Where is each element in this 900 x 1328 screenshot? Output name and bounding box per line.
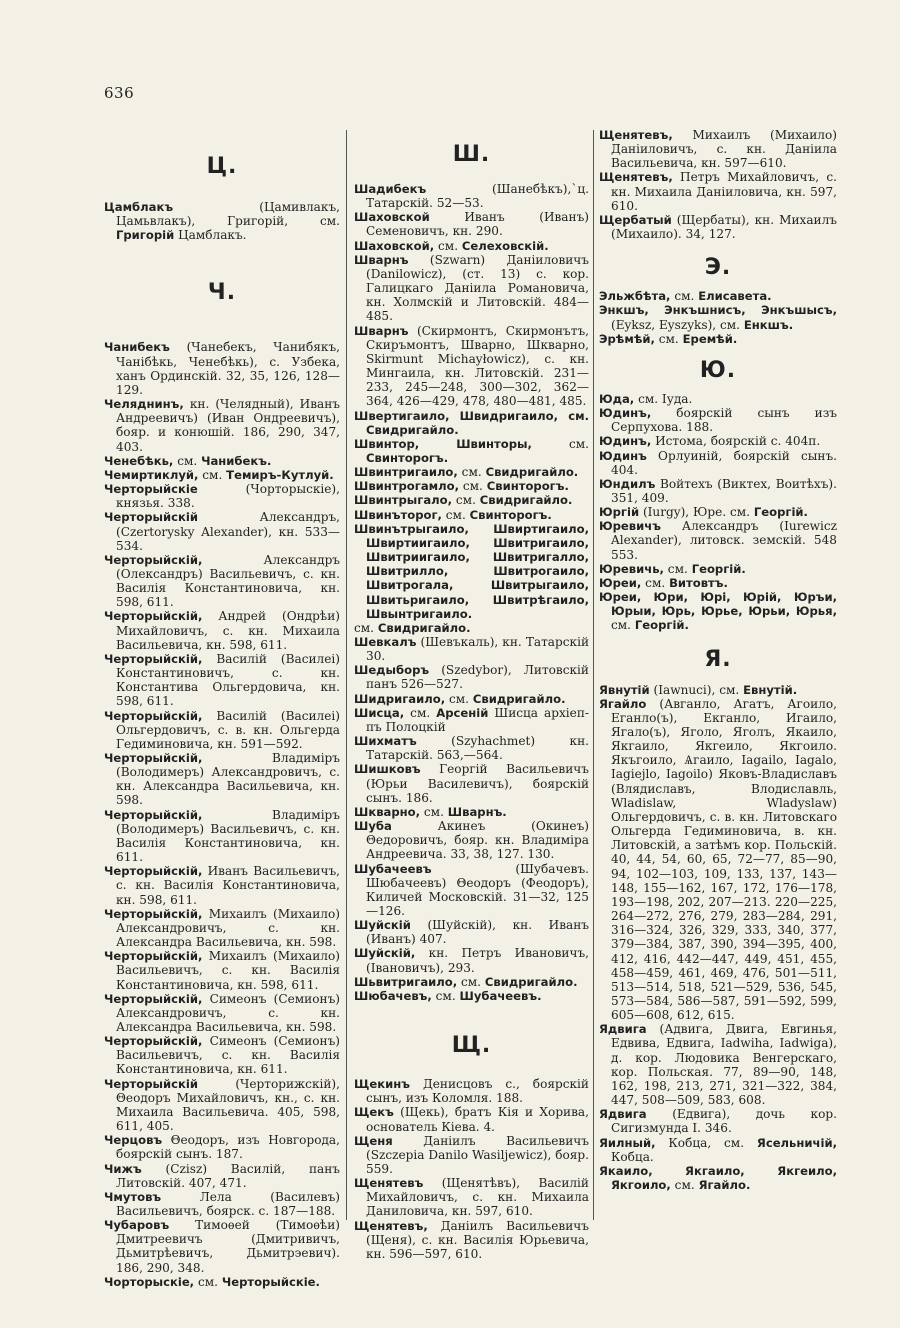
- entry-text: Василій (Василеі) Константиновичъ, с. кн. Константива Ольгердовича, кн. 598, 611.: [116, 651, 340, 709]
- entry-text: см.: [435, 988, 456, 1003]
- entry-text: см.: [202, 467, 223, 482]
- entry-text: см.: [462, 479, 483, 494]
- entry-headword: Чанибекъ: [104, 340, 170, 355]
- index-entry: [599, 449, 837, 477]
- entry-text: кн. (Челядный), Иванъ Андреевичъ) (Иван Ондреевичъ), бояр. и конюшій. 186, 290, 347, 403.: [116, 397, 340, 454]
- entry-headword: Юреи,: [599, 575, 642, 590]
- entry-tail: Кобца.: [611, 1149, 654, 1164]
- entry-headword: Шишковъ: [354, 762, 421, 777]
- entry-text: (Шевъкаль), кн. Татарскій 30.: [366, 635, 589, 664]
- column-rule: [346, 130, 347, 1220]
- entry-text: см.: [667, 561, 688, 576]
- entry-text: (Щенятѣвъ), Василій Михайловичъ, с. кн. Михаила Даниловича, кн. 597, 610.: [366, 1176, 589, 1219]
- entry-text: Симеонъ (Семионъ) Александровичъ, с. кн. Александра Васильевича, кн. 598.: [116, 991, 340, 1034]
- entry-headword: Юда,: [599, 391, 635, 406]
- index-entry: [354, 1077, 589, 1105]
- index-entry: [354, 1134, 589, 1176]
- entry-reference: Чанибекъ.: [201, 453, 272, 468]
- entry-tail: Цамблакъ.: [178, 228, 247, 243]
- index-entry: [599, 1136, 837, 1164]
- entry-text: (Iurgy), Юре. см.: [642, 505, 751, 520]
- entry-headword: Шедыборъ: [354, 663, 430, 678]
- entry-text: см.: [674, 289, 695, 304]
- index-entry: [354, 409, 589, 437]
- entry-headword: Чмутовъ: [104, 1189, 162, 1204]
- entry-text: Владиміръ (Володимеръ) Александровичъ, с. кн. Александра Васильевича, кн. 598.: [116, 751, 340, 808]
- index-entry: [354, 819, 589, 861]
- entry-headword: Швинтор,: [354, 436, 420, 451]
- entry-text: (Скирмонтъ, Скирмонътъ, Скиръмонтъ, Шварно, Шкварно, Skirmunt Michayłowicz), с. кн. Мингаила, кн. Литовскій. 231—233, 245—248, 300—302, 362—364, 426—429, 478, 480—481, 485.: [366, 323, 589, 409]
- entry-reference: Витовтъ.: [669, 575, 728, 590]
- entry-reference: Свидригайло.: [485, 465, 579, 480]
- section-letter: Э.: [704, 255, 732, 281]
- entry-headword: Эрѣмѣй,: [599, 331, 655, 346]
- index-entry: [104, 482, 340, 510]
- entry-tail: см.: [568, 436, 589, 451]
- entry-reference: Георгій.: [691, 561, 746, 576]
- entry-text: см.: [177, 453, 198, 468]
- section-letter: Ч.: [207, 280, 237, 306]
- index-entry: [104, 1133, 340, 1161]
- entry-reference: Якгаило, Якгеило, Якгоило,: [611, 1163, 837, 1192]
- index-entry: [354, 239, 589, 253]
- entry-headword: Швинтригаило,: [354, 465, 458, 480]
- index-entry: [354, 621, 589, 635]
- entry-text: Истома, боярскій с. 404п.: [655, 434, 821, 449]
- entry-text: Кобца, см.: [668, 1135, 745, 1150]
- index-entry: [599, 562, 837, 576]
- index-entry: [104, 1218, 340, 1275]
- index-entry: [599, 519, 837, 561]
- index-entry: [599, 477, 837, 505]
- index-entry: [354, 635, 589, 663]
- entry-headword: Щекинъ: [354, 1077, 410, 1092]
- index-entry: [599, 303, 837, 331]
- index-entry: [104, 1034, 340, 1076]
- entry-text: см.: [461, 465, 482, 480]
- index-entry: [599, 683, 837, 697]
- entry-headword: Яилный,: [599, 1135, 656, 1150]
- index-entry: [354, 465, 589, 479]
- entry-headword: Шварнъ: [354, 323, 409, 338]
- entry-text: (Щекь), братъ Кія и Хорива, основатель Кіева. 4.: [366, 1105, 589, 1134]
- entry-headword: Черторыйскій,: [104, 609, 203, 624]
- column-3: [599, 128, 837, 1192]
- entry-headword: Швинтрогамло,: [354, 479, 459, 494]
- entry-text: Иванъ Васильевичъ, с. кн. Василія Константиновича, кн. 598, 611.: [116, 864, 340, 907]
- entry-text: Денисцовъ с., боярскій сынъ, изъ Коломля. 188.: [366, 1077, 589, 1106]
- entry-headword: Энкшъ,: [599, 303, 649, 318]
- index-entry: [354, 918, 589, 946]
- index-entry: [599, 213, 837, 241]
- section-letter: Ю.: [699, 357, 737, 383]
- entry-headword: Юдинъ: [599, 448, 647, 463]
- entry-text: см.: [460, 974, 482, 989]
- index-entry: [104, 1077, 340, 1134]
- index-entry: [104, 510, 340, 552]
- index-entry: [354, 437, 589, 465]
- entry-headword: Черцовъ: [104, 1133, 163, 1148]
- entry-reference: Георгій.: [753, 505, 808, 520]
- entry-reference: Швиртигаило, Швиртиигаило, Швитригаило, Швитриигаило, Швитригалло, Швитрилло, Швитрогаило, Швитрогала, Швитрыгаило, Швитьригаило, Швитрѣгаило, Швынтригаило.: [366, 521, 589, 621]
- entry-text: см.: [438, 238, 459, 253]
- index-entry: [104, 652, 340, 709]
- entry-text: (Szyhachmet) кн. Татарскій. 563,—564.: [366, 734, 589, 763]
- entry-headword: Шаховской: [354, 210, 430, 225]
- entry-reference: Свидригайло.: [484, 974, 578, 989]
- entry-text: Войтехъ (Виктех, Воитѣхъ). 351, 409.: [611, 476, 837, 505]
- entry-reference: Швидригаило, см. Свидригайло.: [366, 408, 589, 437]
- entry-reference: Ягайло.: [698, 1178, 751, 1192]
- entry-headword: Ядвига: [599, 1022, 647, 1037]
- index-entry: [354, 508, 589, 522]
- entry-reference: Евнутій.: [743, 682, 798, 697]
- entry-headword: Якаило,: [599, 1163, 653, 1178]
- entry-text: Акинеъ (Окинеъ) Θедоровичъ, бояр. кн. Владиміра Андреевича. 33, 38, 127. 130.: [366, 819, 589, 862]
- section-letter: Я.: [704, 646, 732, 672]
- index-entry: [354, 522, 589, 621]
- entry-reference: Шварнъ.: [447, 804, 507, 819]
- column-1: [104, 128, 340, 1289]
- entry-headword: Черторыйскій: [104, 1076, 198, 1091]
- entry-reference: Энкъшнисъ, Энкъшысъ,: [664, 303, 837, 318]
- entry-text: кн. Петръ Ивановичъ, (Івановичъ), 293.: [366, 946, 589, 975]
- index-entry: [354, 253, 589, 324]
- index-entry: [599, 1164, 837, 1192]
- entry-text: Орлуиній, боярскій сынъ. 404.: [611, 448, 837, 477]
- entry-reference: Свинторогъ.: [486, 479, 569, 494]
- entry-text: (Чанебекъ, Чанибякъ, Чанібѣкь, Ченебѣкь), с. Узбека, ханъ Ординскій. 32, 35, 126, 128—129.: [116, 340, 340, 397]
- entry-text: Иванъ (Иванъ) Семеновичъ, кн. 290.: [366, 210, 589, 239]
- index-entry: [354, 946, 589, 974]
- index-entry: [104, 340, 340, 397]
- entry-text: Θеодоръ, изъ Новгорода, боярскій сынъ. 187.: [116, 1133, 340, 1162]
- entry-headword: Юревичъ: [599, 519, 661, 534]
- index-entry: [599, 392, 837, 406]
- entry-text: (Шуйскій), кн. Иванъ (Иванъ) 407.: [366, 918, 589, 947]
- entry-text: (Едвига), дочь кор. Сигизмунда І. 346.: [611, 1107, 837, 1136]
- section-letter: Ш.: [452, 142, 491, 167]
- entry-headword: Черторыйскіе: [104, 482, 198, 497]
- section-letter: Щ.: [451, 1033, 492, 1059]
- entry-reference: Еремѣй.: [682, 331, 738, 346]
- entry-headword: Швинъторог,: [354, 507, 442, 522]
- entry-headword: Челяднинъ,: [104, 397, 184, 412]
- index-entry: [354, 706, 589, 734]
- entry-text: Симеонъ (Семионъ) Васильевичъ, с. кн. Василія Константиновича, кн. 611.: [116, 1034, 340, 1077]
- entry-headword: Черторыйскій,: [104, 807, 203, 822]
- entry-headword: Черторыйскій,: [104, 751, 203, 765]
- entry-headword: Черторыйскій,: [104, 651, 203, 666]
- entry-headword: Ченебѣкь,: [104, 453, 174, 468]
- entry-text: Даніилъ Васильевичъ (Szczepia Danilo Wasiljewicz), бояр. 559.: [366, 1133, 589, 1176]
- entry-headword: Шаховской,: [354, 238, 435, 253]
- entry-text: боярскій сынъ изъ Серпухова. 188.: [611, 406, 837, 435]
- entry-headword: Шевкалъ: [354, 635, 417, 649]
- entry-text: см.: [448, 691, 469, 706]
- entry-headword: Черторыйскій,: [104, 991, 203, 1006]
- entry-text: Василій (Василеі) Ольгердовичъ, с. в. кн. Ольгерда Гедиминовича, кн. 591—592.: [116, 708, 340, 751]
- entry-text: см.: [423, 804, 444, 819]
- entry-headword: Юргій: [599, 505, 640, 520]
- entry-headword: Щенятевъ,: [599, 170, 673, 185]
- index-entry: [354, 182, 589, 210]
- index-entry: [354, 663, 589, 691]
- entry-text: Андрей (Ондрѣи) Михайловичъ, с. кн. Михаила Васильевича, кн. 598, 611.: [116, 609, 340, 652]
- entry-headword: Юдинъ,: [599, 434, 652, 449]
- entry-text: Александръ, (Czertorysky Alexander), кн. 533—534.: [116, 510, 340, 553]
- index-entry: [104, 907, 340, 949]
- entry-reference: Юри, Юрі, Юрій, Юръи, Юрыи, Юрь, Юрье, Юрьи, Юрья,: [611, 590, 837, 619]
- entry-headword: Юндилъ: [599, 476, 656, 491]
- entry-headword: Ягайло: [599, 696, 647, 711]
- entry-text: Александръ (Iurewicz Alexander), литовск. земскій. 548 553.: [611, 519, 837, 562]
- entry-headword: Шуба: [354, 819, 392, 834]
- entry-text: (Чорторыскіе), князья. 338.: [116, 482, 340, 511]
- entry-reference: Георгій.: [634, 618, 689, 633]
- entry-reference: Григорій: [116, 228, 175, 243]
- entry-headword: Юреи,: [599, 590, 642, 605]
- index-entry: [104, 709, 340, 751]
- entry-text: Лела (Василевъ) Васильевичъ, боярск. с. 187—188.: [116, 1189, 340, 1218]
- entry-headword: Чубаровъ: [104, 1218, 170, 1233]
- index-entry: [354, 734, 589, 762]
- entry-headword: Щербатый: [599, 212, 672, 227]
- entry-headword: Шкварно,: [354, 804, 421, 819]
- entry-tail: (Eyksz, Eyszyks), см.: [611, 317, 741, 332]
- entry-text: см. Іуда.: [638, 391, 693, 406]
- index-entry: [599, 1022, 837, 1107]
- index-entry: [104, 1190, 340, 1218]
- index-entry: [354, 762, 589, 804]
- index-entry: [599, 590, 837, 632]
- index-entry: [354, 1219, 589, 1261]
- entry-tail: см.: [674, 1178, 695, 1192]
- entry-headword: Щенятевъ,: [599, 128, 673, 142]
- entry-text: (Авганло, Агатъ, Агоило, Еганло(ъ), Екганло, Игаило, Ягало(ъ), Яголо, Яголъ, Якаило, Якгаило, Якгеило, Якгоило. Якъгоило, Ѧгаило, Iagailo, Iagalo, Iagiejlo, Iagoilo) Яковъ-Владиславъ (Влядиславъ, Влодиславль, Wladislaw, Wladyslaw) Ольгердовичъ, с. в. кн. Литовскаго Ольгерда Гедиминовича, в. кн. Литовскій, а затѣмъ кор. Польскій. 40, 44, 54, 60, 65, 72—77, 85—90, 94, 102—103, 109, 133, 137, 143—148, 155—162, 167, 172, 176—178, 193—198, 202, 207—213. 220—225, 264—272, 276, 279, 283—284, 291, 316—324, 326, 329, 333, 340, 377, 379—384, 387, 390, 394—395, 400, 412, 416, 442—447, 449, 451, 455, 458—459, 461, 469, 476, 501—511, 513—514, 518, 521—529, 536, 545, 573—584, 586—587, 591—592, 599, 605—608, 612, 615.: [611, 696, 837, 1023]
- index-entry: [104, 751, 340, 808]
- entry-headword: Швинътрыгаило,: [354, 521, 469, 536]
- index-entry: [354, 493, 589, 507]
- entry-headword: Шюбачевъ,: [354, 988, 432, 1003]
- index-entry: [599, 289, 837, 303]
- index-entry: [354, 692, 589, 706]
- index-entry: [104, 553, 340, 610]
- entry-headword: Чемиртиклуй,: [104, 467, 199, 482]
- entry-headword: Эльжбѣта,: [599, 289, 671, 304]
- entry-reference: Свидригайло.: [472, 691, 566, 706]
- entry-headword: Щенятевъ,: [354, 1218, 428, 1233]
- entry-text: Георгій Васильевичъ (Юрьи Василевичъ), боярскій сынъ. 186.: [366, 762, 589, 805]
- entry-reference: Шубачеевъ.: [459, 988, 542, 1003]
- entry-headword: Шуйскій: [354, 918, 411, 933]
- entry-text: (Szwarn) Даніиловичъ (Danilowicz), (ст. 13) с. кор. Галицкаго Даніила Романовича, кн. Холмскій и Литовскій. 484—485.: [366, 252, 589, 324]
- index-entry: [599, 332, 837, 346]
- entry-headword: Швинтрыгало,: [354, 493, 453, 508]
- index-entry: [354, 862, 589, 919]
- index-entry: [104, 468, 340, 482]
- entry-text: (Щербаты), кн. Михаилъ (Михаило). 34, 127.: [611, 212, 837, 242]
- entry-reference: Свинторогъ.: [366, 450, 449, 465]
- index-entry: [104, 1162, 340, 1190]
- entry-text: см.: [645, 575, 666, 590]
- entry-headword: Шисца,: [354, 705, 405, 720]
- entry-reference: Свидригайло.: [377, 620, 471, 635]
- entry-text: Михаилъ (Михаило) Александровичъ, с. кн. Александра Васильевича, кн. 598.: [116, 906, 340, 950]
- section-letter: Ц.: [206, 154, 238, 179]
- entry-headword: Черторыйскій,: [104, 1034, 203, 1049]
- entry-text: (Шубачевъ. Шюбачеевъ) Θеодоръ (Феодоръ), Киличей Московскій. 31—32, 125—126.: [366, 861, 589, 918]
- entry-headword: Швертигаило,: [354, 408, 450, 423]
- index-entry: [599, 505, 837, 519]
- entry-headword: Шьвитригаило,: [354, 974, 458, 989]
- entry-headword: Шихматъ: [354, 734, 417, 749]
- entry-reference: Селеховскій.: [461, 238, 549, 253]
- entry-text: Тимоѳей (Тимоѳѣи) Дмитреевичъ (Дмитривичъ, Дьмитрѣевичъ, Дьмитрэевич). 186, 290, 348.: [116, 1218, 340, 1275]
- index-entry: [354, 1176, 589, 1218]
- entry-text: см.: [445, 507, 466, 522]
- index-entry: [599, 434, 837, 448]
- index-entry: [104, 1275, 340, 1289]
- entry-headword: Щекъ: [354, 1105, 394, 1120]
- entry-text: (Цамивлакъ, Цамьвлакъ), Григорій, см.: [116, 200, 340, 229]
- index-entry: [599, 128, 837, 170]
- entry-reference: Ясельничій,: [756, 1135, 837, 1150]
- entry-headword: Черторыйскій,: [104, 949, 203, 964]
- index-entry: [104, 992, 340, 1034]
- index-entry: [354, 479, 589, 493]
- entry-text: (Szedybor), Литовскій панъ 526—527.: [366, 663, 589, 692]
- index-entry: [104, 454, 340, 468]
- index-entry: [104, 200, 340, 242]
- entry-headword: Щенятевъ: [354, 1176, 424, 1191]
- index-entry: [354, 805, 589, 819]
- entry-headword: Черторыйскій,: [104, 906, 203, 921]
- entry-headword: Шидригаило,: [354, 691, 446, 706]
- index-entry: [599, 576, 837, 590]
- entry-reference: Свидригайло.: [479, 493, 573, 508]
- entry-text: (Адвига, Двига, Евгинья, Едвива, Едвига, Iadwiha, Iadwiga), д. кор. Людовика Венгерскаго, кор. Польская. 77, 89—90, 148, 162, 198, 213, 271, 321—322, 384, 447, 508—509, 583, 608.: [611, 1022, 837, 1108]
- entry-headword: Цамблакъ: [104, 200, 174, 214]
- index-entry: [599, 1107, 837, 1135]
- entry-headword: Щеня: [354, 1133, 393, 1148]
- entry-headword: Шадибекъ: [354, 182, 427, 196]
- index-entry: [104, 864, 340, 906]
- entry-text: (Czisz) Василій, панъ Литовскій. 407, 471.: [116, 1161, 340, 1190]
- page-number: 636: [104, 84, 135, 102]
- index-entry: [599, 170, 837, 212]
- entry-headword: Черторыйскій,: [104, 552, 203, 567]
- entry-text: см.: [410, 705, 431, 720]
- entry-text: см.: [455, 493, 476, 508]
- entry-text: Даніилъ Васильевичъ (Щеня), с. кн. Василія Юрьевича, кн. 596—597, 610.: [366, 1218, 589, 1261]
- index-entry: [104, 609, 340, 651]
- entry-reference: Швинторы,: [456, 436, 532, 451]
- entry-text: Михаилъ (Михаило) Васильевичъ, с. кн. Василія Константиновича, кн. 598, 611.: [116, 949, 340, 992]
- entry-text: Александръ (Олександръ) Васильевичъ, с. кн. Василія Константиновича, кн. 598, 611.: [116, 552, 340, 610]
- entry-headword: Юдинъ,: [599, 406, 652, 421]
- index-entry: [104, 949, 340, 991]
- entry-headword: Юревичь,: [599, 561, 664, 576]
- entry-headword: Шварнъ: [354, 252, 409, 267]
- index-entry: [354, 1105, 589, 1133]
- entry-text: (Iawnuci), см.: [653, 682, 740, 697]
- entry-text: Петръ Михайловичъ, с. кн. Михаила Даніиловича, кн. 597, 610.: [611, 170, 837, 213]
- entry-text: см.: [197, 1274, 218, 1289]
- entry-tail: см.: [611, 618, 632, 633]
- entry-headword: Шубачеевъ: [354, 861, 432, 876]
- column-2: [354, 128, 589, 1261]
- entry-text: (Черторижскій), Θеодоръ Михайловичъ, кн., с. кн. Михаила Васильевича. 405, 598, 611, 405.: [116, 1076, 340, 1134]
- entry-reference: Елисавета.: [698, 289, 772, 304]
- entry-headword: Чижъ: [104, 1161, 142, 1176]
- entry-reference: Темиръ-Кутлуй.: [226, 467, 334, 482]
- index-entry: [354, 975, 589, 989]
- entry-text: Владиміръ (Володимеръ) Васильевичъ, с. кн. Василія Константиновича, кн. 611.: [116, 807, 340, 865]
- entry-reference: Арсеній: [436, 705, 489, 720]
- index-entry: [599, 406, 837, 434]
- index-entry: [354, 210, 589, 238]
- index-entry: [599, 697, 837, 1023]
- entry-headword: Черторыйскій: [104, 510, 198, 525]
- index-entry: [354, 989, 589, 1003]
- entry-text: см.: [354, 620, 375, 635]
- index-entry: [354, 324, 589, 409]
- entry-headword: Ядвига: [599, 1107, 647, 1122]
- entry-headword: Черторыйскій,: [104, 864, 203, 879]
- entry-text: (Шанебѣкъ),`ц. Татарскій. 52—53.: [366, 182, 589, 211]
- entry-reference: Черторыйскіе.: [221, 1274, 320, 1289]
- entry-headword: Шуйскій,: [354, 946, 416, 961]
- column-rule: [593, 130, 594, 1220]
- entry-headword: Явнутій: [599, 682, 650, 697]
- entry-text: Михаилъ (Михаило) Даніиловичъ, с. кн. Даніила Васильевича, кн. 597—610.: [611, 128, 837, 171]
- index-entry: [104, 808, 340, 865]
- entry-reference: Енкшъ.: [743, 317, 794, 332]
- entry-reference: Свинторогъ.: [469, 507, 552, 522]
- entry-text: см.: [658, 331, 679, 346]
- entry-tail: Шисца архіеп-пъ Полоцкій: [366, 705, 589, 734]
- index-entry: [104, 397, 340, 454]
- entry-headword: Чорторыскіе,: [104, 1274, 195, 1289]
- entry-headword: Черторыйскій,: [104, 708, 203, 723]
